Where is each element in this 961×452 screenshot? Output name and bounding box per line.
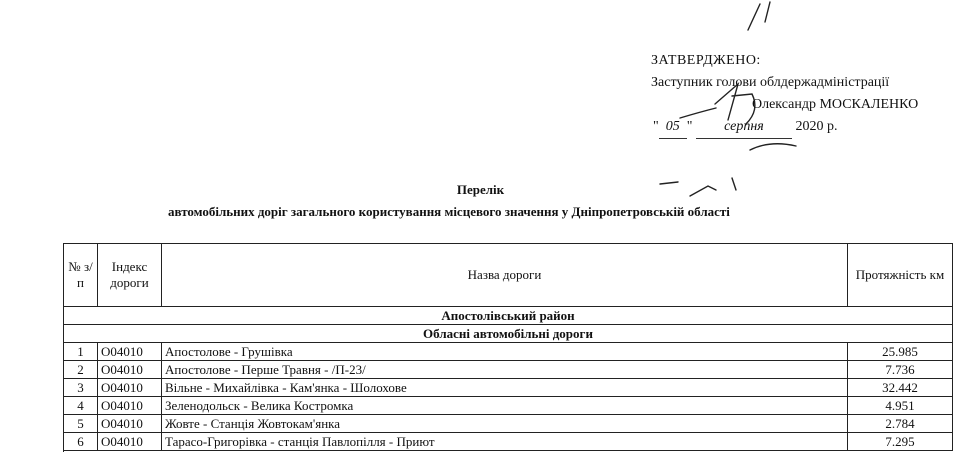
road-index: О04010: [98, 433, 162, 451]
roads-table: [63, 243, 953, 451]
approval-signatory: Олександр МОСКАЛЕНКО: [752, 97, 919, 112]
table-continuation: [63, 446, 953, 452]
approval-position: Заступник голови облдержадміністрації: [651, 75, 890, 90]
road-length: 2.784: [848, 415, 953, 433]
table-row: [64, 361, 953, 379]
approval-date: " 05 " серпня 2020 р.: [651, 116, 918, 139]
approval-block: [651, 50, 918, 139]
approval-date-day: 05: [659, 116, 687, 139]
header-name: Назва дороги: [162, 244, 848, 307]
row-number: 6: [64, 433, 98, 451]
document-subtitle: автомобільних доріг загального користування місцевого значення у Дніпропетровській області: [168, 204, 730, 219]
approval-heading: ЗАТВЕРДЖЕНО:: [651, 53, 761, 68]
road-length: 32.442: [848, 379, 953, 397]
row-number: 1: [64, 343, 98, 361]
road-length: 4.951: [848, 397, 953, 415]
road-index: О04010: [98, 397, 162, 415]
header-length: Протяжність км: [848, 244, 953, 307]
row-number: 3: [64, 379, 98, 397]
approval-date-year: 2020 р.: [795, 119, 838, 134]
row-number: 5: [64, 415, 98, 433]
road-name: Тарасо-Григорівка - станція Павлопілля - Приют: [162, 433, 848, 451]
road-name: Жовте - Станція Жовтокам'янка: [162, 415, 848, 433]
road-name: Зеленодольск - Велика Костромка: [162, 397, 848, 415]
road-index: О04010: [98, 361, 162, 379]
road-length: 7.295: [848, 433, 953, 451]
road-name: Апостолове - Грушівка: [162, 343, 848, 361]
header-index: Індекс дороги: [98, 244, 162, 307]
road-length: 25.985: [848, 343, 953, 361]
table-row: [64, 343, 953, 361]
road-index: О04010: [98, 379, 162, 397]
road-index: О04010: [98, 415, 162, 433]
district-row: [64, 307, 953, 325]
category-name: Обласні автомобільні дороги: [64, 325, 953, 343]
district-name: Апостолівський район: [64, 307, 953, 325]
category-row: [64, 325, 953, 343]
road-length: 7.736: [848, 361, 953, 379]
row-number: 2: [64, 361, 98, 379]
table-row: [64, 397, 953, 415]
road-name: Апостолове - Перше Травня - /П-23/: [162, 361, 848, 379]
road-index: О04010: [98, 343, 162, 361]
approval-date-month: серпня: [696, 116, 792, 139]
table-row: [64, 379, 953, 397]
table-header-row: [64, 244, 953, 307]
row-number: 4: [64, 397, 98, 415]
table-row: [64, 415, 953, 433]
header-num: № з/п: [64, 244, 98, 307]
document-title: Перелік: [456, 182, 505, 197]
road-name: Вільне - Михайлівка - Кам'янка - Шолохове: [162, 379, 848, 397]
